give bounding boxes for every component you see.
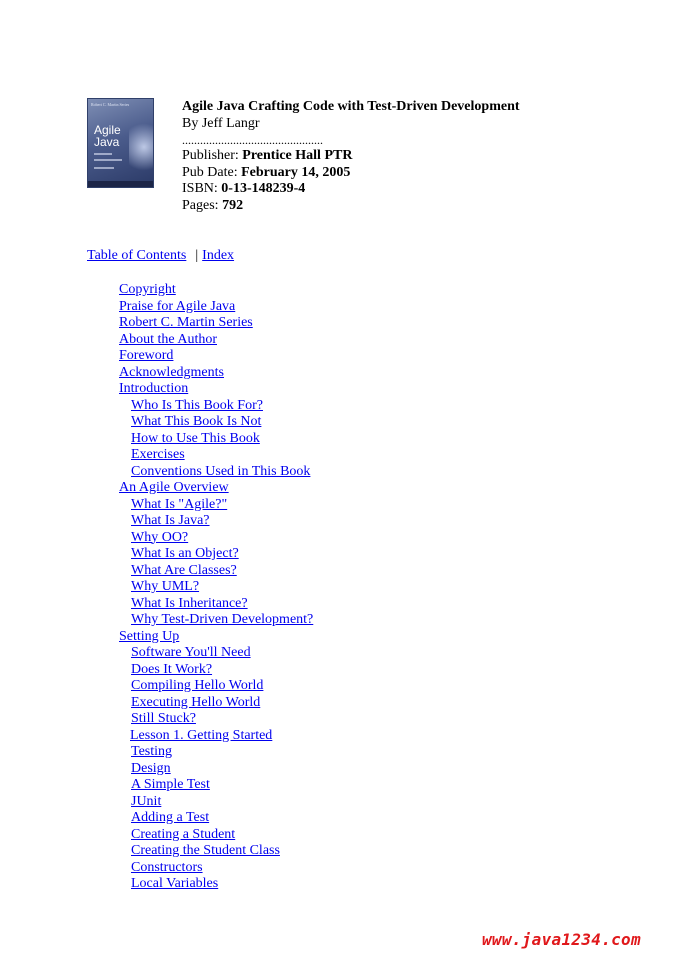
toc-link[interactable]: Lesson 1. Getting Started <box>130 727 273 743</box>
toc-link[interactable]: What This Book Is Not <box>131 414 262 429</box>
isbn-value: 0-13-148239-4 <box>221 181 306 196</box>
toc-link[interactable]: Creating the Student Class <box>131 843 280 858</box>
toc-item <box>119 678 313 695</box>
isbn-line <box>182 181 520 198</box>
toc-item <box>119 744 313 761</box>
toc-link[interactable]: Executing Hello World <box>131 694 261 710</box>
toc-link[interactable]: Exercises <box>131 447 185 462</box>
toc-item <box>119 711 313 728</box>
toc-link[interactable]: Why OO? <box>131 529 189 545</box>
toc-item <box>119 513 313 530</box>
toc-item <box>119 282 313 299</box>
toc-link[interactable]: An Agile Overview <box>119 480 229 495</box>
toc-item <box>119 563 313 580</box>
toc-item <box>119 464 313 481</box>
toc-link[interactable]: JUnit <box>131 793 162 809</box>
cover-series-text: Robert C. Martin Series <box>91 102 130 107</box>
toc-item <box>119 447 313 464</box>
toc-link[interactable]: Conventions Used in This Book <box>131 463 311 479</box>
toc-item <box>119 348 313 365</box>
cover-author-line <box>94 167 114 169</box>
toc-link[interactable]: What Is Inheritance? <box>131 595 248 611</box>
toc-item <box>119 629 313 646</box>
watermark: www.java1234.com <box>482 930 641 949</box>
toc-link[interactable]: What Are Classes? <box>131 562 237 578</box>
cover-subtitle-line <box>94 159 122 161</box>
toc-link[interactable]: Software You'll Need <box>131 645 251 660</box>
book-title: Agile Java Crafting Code with Test-Driven Development <box>182 99 520 114</box>
toc-item <box>119 365 313 382</box>
pubdate-line <box>182 165 520 182</box>
toc-link[interactable]: What Is "Agile?" <box>131 496 228 512</box>
toc-link[interactable]: Testing <box>131 744 173 759</box>
nav-separator: | <box>195 248 199 263</box>
toc-item <box>119 662 313 679</box>
cover-subtitle-line <box>94 153 112 155</box>
toc-link[interactable]: Local Variables <box>131 876 219 891</box>
toc-item <box>119 596 313 613</box>
toc-item <box>119 579 313 596</box>
toc-link[interactable]: A Simple Test <box>131 777 210 792</box>
toc-item <box>119 530 313 547</box>
toc-item <box>119 761 313 778</box>
toc-item <box>119 381 313 398</box>
toc-item <box>119 827 313 844</box>
toc-link[interactable]: Creating a Student <box>131 826 236 842</box>
toc-item <box>119 497 313 514</box>
toc-item <box>119 695 313 712</box>
table-of-contents-list <box>119 282 313 893</box>
toc-link[interactable]: How to Use This Book <box>131 430 260 446</box>
cover-bottom-bar <box>88 181 153 187</box>
toc-item <box>119 843 313 860</box>
info-divider: ............................................... <box>182 133 323 147</box>
toc-item <box>119 480 313 497</box>
toc-item <box>119 810 313 827</box>
pubdate-label: Pub Date: <box>182 164 242 180</box>
toc-link[interactable]: What Is Java? <box>131 513 210 528</box>
toc-item <box>119 431 313 448</box>
toc-link[interactable]: Setting Up <box>119 628 180 644</box>
toc-link[interactable]: Foreword <box>119 348 174 363</box>
toc-link[interactable]: Design <box>131 760 171 776</box>
top-navigation <box>87 248 234 264</box>
toc-link[interactable]: Who Is This Book For? <box>131 397 263 413</box>
toc-item <box>119 299 313 316</box>
toc-link[interactable]: Constructors <box>131 859 203 875</box>
toc-link[interactable]: Why UML? <box>131 579 200 594</box>
index-link[interactable]: Index <box>202 248 235 263</box>
cover-glow <box>129 117 154 177</box>
cover-title-line2: Java <box>94 135 120 149</box>
toc-link[interactable]: Acknowledgments <box>119 364 224 380</box>
toc-link[interactable]: Robert C. Martin Series <box>119 315 253 330</box>
toc-link[interactable]: Still Stuck? <box>131 711 196 726</box>
toc-link[interactable]: What Is an Object? <box>131 546 239 561</box>
book-cover-image <box>87 98 154 188</box>
pages-label: Pages: <box>182 197 223 213</box>
toc-item <box>119 546 313 563</box>
toc-link[interactable]: Does It Work? <box>131 661 213 677</box>
toc-item <box>119 876 313 893</box>
toc-item <box>119 860 313 877</box>
pages-line <box>182 198 520 215</box>
isbn-label: ISBN: <box>182 181 222 196</box>
toc-item <box>119 414 313 431</box>
toc-link[interactable]: Introduction <box>119 381 189 396</box>
pubdate-value: February 14, 2005 <box>241 164 351 180</box>
toc-item <box>119 728 313 745</box>
toc-item <box>119 777 313 794</box>
toc-link[interactable]: Praise for Agile Java <box>119 298 236 314</box>
publisher-label: Publisher: <box>182 148 243 163</box>
publisher-line <box>182 148 520 165</box>
toc-item <box>119 794 313 811</box>
cover-title-line1: Agile <box>94 123 121 137</box>
toc-item <box>119 315 313 332</box>
toc-item <box>119 398 313 415</box>
publisher-value: Prentice Hall PTR <box>242 148 353 163</box>
pages-value: 792 <box>222 197 244 213</box>
book-info <box>182 99 520 214</box>
toc-link[interactable]: About the Author <box>119 331 217 347</box>
toc-link[interactable]: Copyright <box>119 282 176 297</box>
toc-item <box>119 612 313 629</box>
toc-item <box>119 645 313 662</box>
toc-item <box>119 332 313 349</box>
toc-link[interactable]: Why Test-Driven Development? <box>131 612 314 627</box>
table-of-contents-link[interactable]: Table of Contents <box>87 248 187 263</box>
book-author: By Jeff Langr <box>182 115 260 131</box>
toc-link[interactable]: Compiling Hello World <box>131 678 264 693</box>
toc-link[interactable]: Adding a Test <box>131 810 210 825</box>
